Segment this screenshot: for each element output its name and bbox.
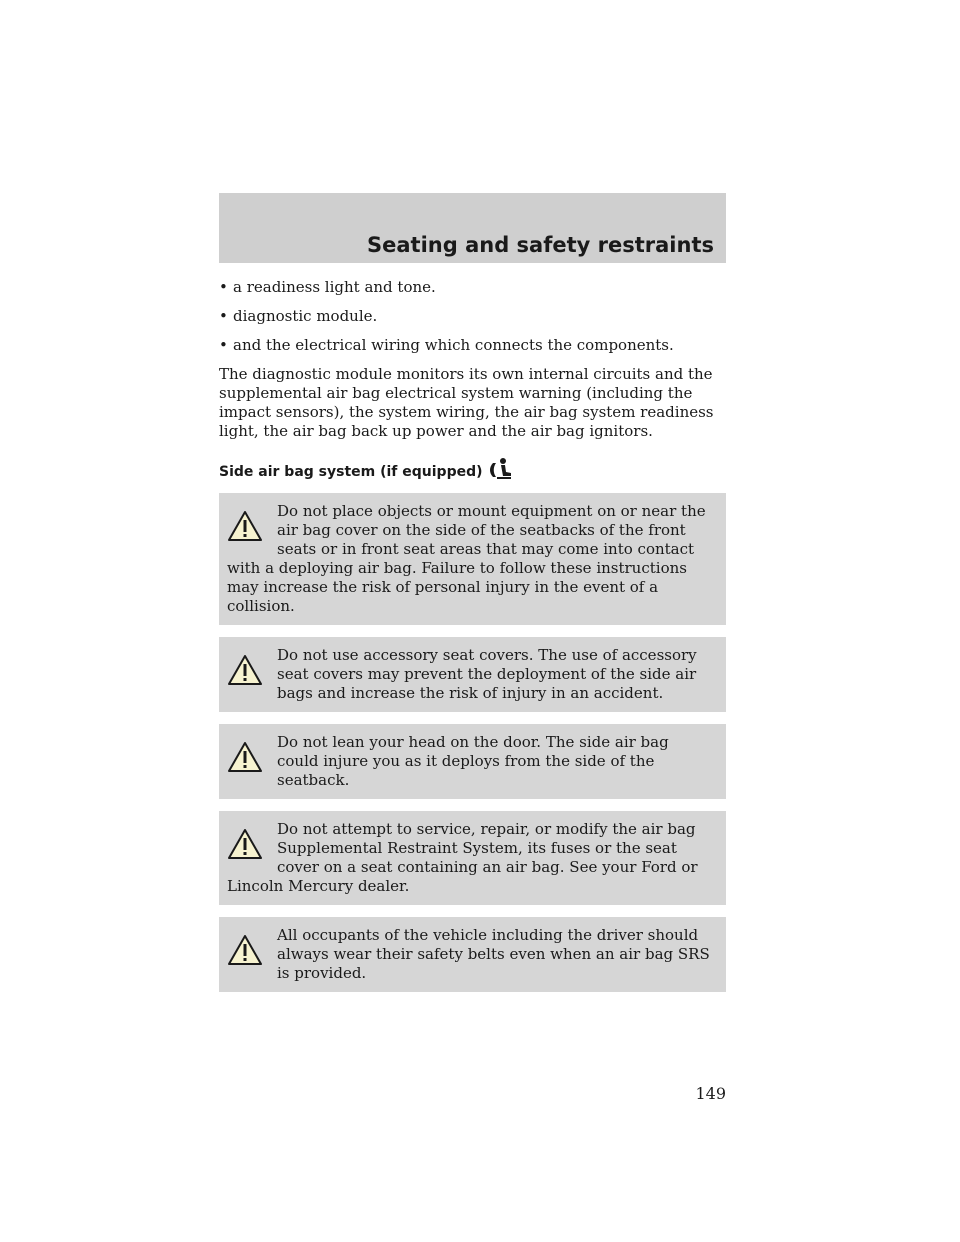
bullet-symbol: • [219,307,228,325]
component-list [219,278,726,355]
warning-triangle-icon [227,510,263,542]
warning-text: All occupants of the vehicle including the driver should always wear their safety belts even when an air bag SRS is provided. [277,926,710,982]
warning-text: Do not lean your head on the door. The side air bag could injure you as it deploys from the side of the seatback. [277,733,669,789]
list-item [219,336,726,355]
side-airbag-heading [219,455,726,481]
diagnostic-paragraph: The diagnostic module monitors its own internal circuits and the supplemental air bag electrical system warning (including the impact sensors), the system wiring, the air bag system readiness light, the air bag back up power and the air bag ignitors. [219,365,714,440]
warning-box [219,811,726,905]
page-content [219,278,726,992]
warning-box [219,917,726,992]
list-item [219,307,726,326]
list-item-text: and the electrical wiring which connects the components. [233,336,674,354]
warning-text: Do not attempt to service, repair, or modify the air bag Supplemental Restraint System, its fuses or the seat cover on a seat containing an air bag. See your Ford or Lincoln Mercury dealer. [227,820,698,895]
section-header-band [219,193,726,263]
warning-box [219,724,726,799]
seated-person-airbag-icon [487,457,513,481]
warning-box [219,637,726,712]
warning-triangle-icon [227,828,263,860]
warning-triangle-icon [227,741,263,773]
warning-text: Do not place objects or mount equipment on or near the air bag cover on the side of the seatbacks of the front seats or in front seat areas that may come into contact with a deploying air bag. Failure to follow these instructions may increase the risk of personal injury in the event of a collision. [227,502,706,615]
page-number: 149 [695,1084,726,1103]
section-title: Seating and safety restraints [367,233,714,257]
warning-box [219,493,726,625]
list-item [219,278,726,297]
side-airbag-heading-text: Side air bag system (if equipped) [219,464,483,480]
warning-triangle-icon [227,654,263,686]
warning-triangle-icon [227,934,263,966]
warning-text: Do not use accessory seat covers. The use of accessory seat covers may prevent the deployment of the side air bags and increase the risk of injury in an accident. [277,646,697,702]
bullet-symbol: • [219,336,228,354]
bullet-symbol: • [219,278,228,296]
list-item-text: diagnostic module. [233,307,378,325]
list-item-text: a readiness light and tone. [233,278,436,296]
